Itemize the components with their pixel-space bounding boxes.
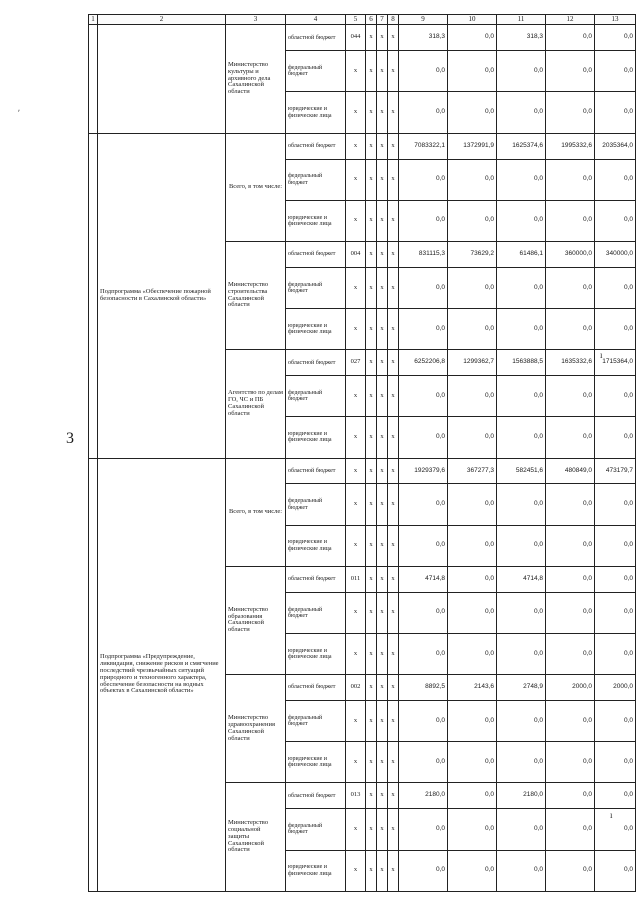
amount-cell: 0,0 (399, 592, 448, 633)
x-mark: x (366, 92, 377, 133)
amount-cell: 0,0 (448, 267, 497, 308)
x-mark: x (388, 525, 399, 566)
amount-cell: 0,0 (497, 267, 546, 308)
amount-cell: 0,0 (546, 850, 595, 891)
amount-cell: 0,0 (497, 159, 546, 200)
amount-cell: 0,0 (399, 417, 448, 458)
amount-cell: 0,0 (595, 25, 636, 51)
amount-cell: 0,0 (497, 376, 546, 417)
scan-mark: ı (610, 810, 613, 820)
funding-source: федеральный бюджет (286, 484, 346, 525)
table-row (89, 25, 636, 51)
amount-cell: 0,0 (448, 25, 497, 51)
amount-cell: 0,0 (399, 850, 448, 891)
x-mark: x (346, 376, 366, 417)
x-mark: x (377, 592, 388, 633)
row-index-cell (89, 133, 98, 458)
amount-cell: 0,0 (595, 376, 636, 417)
amount-cell: 73629,2 (448, 241, 497, 267)
amount-cell: 2180,0 (399, 783, 448, 809)
x-mark: x (377, 92, 388, 133)
x-mark: x (346, 633, 366, 674)
funding-source: областной бюджет (286, 133, 346, 159)
x-mark: x (346, 484, 366, 525)
column-number: 1 (89, 15, 98, 25)
amount-cell: 0,0 (546, 417, 595, 458)
funding-source: юридические и физические лица (286, 309, 346, 350)
x-mark: x (388, 309, 399, 350)
funding-source: юридические и физические лица (286, 92, 346, 133)
x-mark: x (377, 241, 388, 267)
program-title (98, 25, 226, 133)
amount-cell: 0,0 (399, 525, 448, 566)
amount-cell: 0,0 (448, 566, 497, 592)
x-mark: x (388, 850, 399, 891)
column-number: 5 (346, 15, 366, 25)
program-title: Подпрограмма «Обеспечение пожарной безопасности в Сахалинской области» (98, 133, 226, 458)
column-number: 9 (399, 15, 448, 25)
x-mark: x (366, 417, 377, 458)
amount-cell: 0,0 (546, 566, 595, 592)
amount-cell: 0,0 (595, 309, 636, 350)
funding-source: областной бюджет (286, 241, 346, 267)
x-mark: x (366, 159, 377, 200)
amount-cell: 0,0 (497, 633, 546, 674)
x-mark: x (366, 484, 377, 525)
x-mark: x (388, 25, 399, 51)
financing-table-wrapper (88, 14, 635, 892)
amount-cell: 0,0 (546, 92, 595, 133)
amount-cell: 0,0 (595, 92, 636, 133)
x-mark: x (346, 159, 366, 200)
x-mark: x (388, 200, 399, 241)
amount-cell: 0,0 (399, 51, 448, 92)
x-mark: x (388, 350, 399, 376)
x-mark: x (366, 133, 377, 159)
x-mark: x (366, 742, 377, 783)
amount-cell: 1929379,6 (399, 458, 448, 484)
x-mark: x (388, 566, 399, 592)
amount-cell: 0,0 (595, 159, 636, 200)
x-mark: x (388, 633, 399, 674)
amount-cell: 0,0 (595, 633, 636, 674)
x-mark: x (346, 742, 366, 783)
amount-cell: 0,0 (546, 525, 595, 566)
executor-name: Агентство по делам ГО, ЧС и ПБ Сахалинской области (226, 350, 286, 458)
scan-mark: ı (600, 350, 603, 360)
x-mark: x (377, 200, 388, 241)
amount-cell: 0,0 (595, 267, 636, 308)
amount-cell: 0,0 (595, 701, 636, 742)
amount-cell: 0,0 (595, 484, 636, 525)
amount-cell: 582451,6 (497, 458, 546, 484)
executor-name: Министерство образования Сахалинской области (226, 566, 286, 674)
x-mark: x (366, 241, 377, 267)
amount-cell: 1372991,9 (448, 133, 497, 159)
amount-cell: 0,0 (595, 525, 636, 566)
amount-cell: 2035364,0 (595, 133, 636, 159)
amount-cell: 0,0 (448, 159, 497, 200)
funding-source: федеральный бюджет (286, 159, 346, 200)
amount-cell: 0,0 (546, 809, 595, 850)
funding-source: федеральный бюджет (286, 267, 346, 308)
x-mark: x (377, 742, 388, 783)
amount-cell: 0,0 (546, 159, 595, 200)
budget-code: 013 (346, 783, 366, 809)
amount-cell: 0,0 (448, 484, 497, 525)
amount-cell: 0,0 (546, 592, 595, 633)
amount-cell: 0,0 (497, 742, 546, 783)
funding-source: федеральный бюджет (286, 376, 346, 417)
x-mark: x (377, 267, 388, 308)
x-mark: x (346, 133, 366, 159)
amount-cell: 0,0 (546, 25, 595, 51)
x-mark: x (346, 92, 366, 133)
amount-cell: 0,0 (399, 309, 448, 350)
x-mark: x (366, 376, 377, 417)
column-number: 7 (377, 15, 388, 25)
amount-cell: 0,0 (497, 809, 546, 850)
x-mark: x (346, 458, 366, 484)
amount-cell: 0,0 (448, 309, 497, 350)
x-mark: x (366, 525, 377, 566)
x-mark: x (388, 92, 399, 133)
x-mark: x (377, 850, 388, 891)
x-mark: x (366, 592, 377, 633)
x-mark: x (366, 458, 377, 484)
amount-cell: 0,0 (497, 701, 546, 742)
x-mark: x (366, 309, 377, 350)
amount-cell: 8892,5 (399, 675, 448, 701)
x-mark: x (366, 200, 377, 241)
x-mark: x (377, 350, 388, 376)
x-mark: x (388, 701, 399, 742)
amount-cell: 0,0 (497, 309, 546, 350)
table-row (89, 133, 636, 159)
amount-cell: 0,0 (595, 742, 636, 783)
amount-cell: 0,0 (399, 159, 448, 200)
budget-code: 002 (346, 675, 366, 701)
x-mark: x (366, 51, 377, 92)
amount-cell: 0,0 (595, 51, 636, 92)
column-number: 8 (388, 15, 399, 25)
x-mark: x (366, 701, 377, 742)
amount-cell: 0,0 (399, 701, 448, 742)
x-mark: x (388, 376, 399, 417)
amount-cell: 0,0 (546, 742, 595, 783)
funding-source: федеральный бюджет (286, 51, 346, 92)
x-mark: x (366, 809, 377, 850)
funding-source: федеральный бюджет (286, 701, 346, 742)
amount-cell: 1625374,6 (497, 133, 546, 159)
amount-cell: 0,0 (595, 592, 636, 633)
x-mark: x (388, 783, 399, 809)
amount-cell: 0,0 (448, 592, 497, 633)
amount-cell: 1715364,0 (595, 350, 636, 376)
column-number-row (89, 15, 636, 25)
column-number: 6 (366, 15, 377, 25)
amount-cell: 318,3 (399, 25, 448, 51)
executor-name: Министерство здравоохранения Сахалинской области (226, 675, 286, 783)
amount-cell: 2180,0 (497, 783, 546, 809)
x-mark: x (377, 675, 388, 701)
amount-cell: 0,0 (546, 484, 595, 525)
amount-cell: 473179,7 (595, 458, 636, 484)
x-mark: x (346, 850, 366, 891)
amount-cell: 0,0 (399, 376, 448, 417)
x-mark: x (346, 417, 366, 458)
funding-source: юридические и физические лица (286, 200, 346, 241)
x-mark: x (377, 701, 388, 742)
x-mark: x (346, 200, 366, 241)
amount-cell: 0,0 (448, 742, 497, 783)
amount-cell: 0,0 (448, 809, 497, 850)
x-mark: x (388, 51, 399, 92)
x-mark: x (377, 417, 388, 458)
column-number: 3 (226, 15, 286, 25)
amount-cell: 0,0 (399, 200, 448, 241)
amount-cell: 2000,0 (546, 675, 595, 701)
amount-cell: 0,0 (399, 633, 448, 674)
budget-code: 004 (346, 241, 366, 267)
amount-cell: 0,0 (448, 783, 497, 809)
x-mark: x (377, 458, 388, 484)
x-mark: x (346, 809, 366, 850)
amount-cell: 480849,0 (546, 458, 595, 484)
amount-cell: 1995332,6 (546, 133, 595, 159)
amount-cell: 0,0 (546, 376, 595, 417)
amount-cell: 2748,9 (497, 675, 546, 701)
x-mark: x (388, 592, 399, 633)
financing-table (88, 14, 636, 892)
funding-source: областной бюджет (286, 458, 346, 484)
x-mark: x (346, 51, 366, 92)
amount-cell: 1299362,7 (448, 350, 497, 376)
x-mark: x (366, 633, 377, 674)
amount-cell: 0,0 (546, 200, 595, 241)
amount-cell: 2143,6 (448, 675, 497, 701)
amount-cell: 0,0 (595, 566, 636, 592)
amount-cell: 367277,3 (448, 458, 497, 484)
amount-cell: 0,0 (497, 92, 546, 133)
executor-name: Министерство социальной защиты Сахалинской области (226, 783, 286, 892)
amount-cell: 0,0 (399, 809, 448, 850)
scan-mark: ʹ (18, 108, 20, 118)
x-mark: x (377, 783, 388, 809)
amount-cell: 0,0 (546, 51, 595, 92)
amount-cell: 831115,3 (399, 241, 448, 267)
x-mark: x (388, 417, 399, 458)
x-mark: x (377, 133, 388, 159)
page-number: 3 (66, 430, 74, 447)
funding-source: областной бюджет (286, 675, 346, 701)
amount-cell: 0,0 (497, 525, 546, 566)
funding-source: юридические и физические лица (286, 850, 346, 891)
column-number: 12 (546, 15, 595, 25)
column-number: 13 (595, 15, 636, 25)
executor-name: Всего, в том числе: (226, 458, 286, 566)
x-mark: x (388, 159, 399, 200)
x-mark: x (366, 267, 377, 308)
amount-cell: 0,0 (399, 484, 448, 525)
x-mark: x (377, 376, 388, 417)
funding-source: областной бюджет (286, 25, 346, 51)
row-index-cell (89, 25, 98, 133)
amount-cell: 0,0 (595, 783, 636, 809)
amount-cell: 0,0 (546, 701, 595, 742)
column-number: 2 (98, 15, 226, 25)
x-mark: x (366, 850, 377, 891)
amount-cell: 4714,8 (399, 566, 448, 592)
amount-cell: 0,0 (546, 783, 595, 809)
x-mark: x (377, 809, 388, 850)
funding-source: юридические и физические лица (286, 742, 346, 783)
amount-cell: 4714,8 (497, 566, 546, 592)
executor-name: Министерство культуры и архивного дела Сахалинской области (226, 25, 286, 133)
x-mark: x (346, 267, 366, 308)
amount-cell: 318,3 (497, 25, 546, 51)
amount-cell: 0,0 (497, 484, 546, 525)
amount-cell: 0,0 (448, 525, 497, 566)
amount-cell: 0,0 (497, 200, 546, 241)
x-mark: x (377, 484, 388, 525)
amount-cell: 0,0 (448, 51, 497, 92)
funding-source: юридические и физические лица (286, 633, 346, 674)
x-mark: x (366, 675, 377, 701)
amount-cell: 0,0 (546, 633, 595, 674)
amount-cell: 0,0 (595, 850, 636, 891)
x-mark: x (377, 566, 388, 592)
amount-cell: 0,0 (497, 592, 546, 633)
x-mark: x (366, 25, 377, 51)
executor-name: Всего, в том числе: (226, 133, 286, 241)
amount-cell: 0,0 (595, 809, 636, 850)
budget-code: 027 (346, 350, 366, 376)
amount-cell: 0,0 (448, 92, 497, 133)
funding-source: областной бюджет (286, 350, 346, 376)
column-number: 4 (286, 15, 346, 25)
amount-cell: 0,0 (448, 200, 497, 241)
amount-cell: 0,0 (595, 200, 636, 241)
x-mark: x (388, 742, 399, 783)
amount-cell: 0,0 (546, 309, 595, 350)
table-body (89, 25, 636, 892)
funding-source: федеральный бюджет (286, 809, 346, 850)
amount-cell: 0,0 (448, 850, 497, 891)
funding-source: юридические и физические лица (286, 417, 346, 458)
amount-cell: 0,0 (448, 376, 497, 417)
x-mark: x (377, 309, 388, 350)
amount-cell: 61486,1 (497, 241, 546, 267)
amount-cell: 1635332,6 (546, 350, 595, 376)
amount-cell: 1563888,5 (497, 350, 546, 376)
row-index-cell (89, 458, 98, 891)
amount-cell: 0,0 (595, 417, 636, 458)
x-mark: x (346, 701, 366, 742)
x-mark: x (346, 592, 366, 633)
amount-cell: 0,0 (497, 51, 546, 92)
funding-source: федеральный бюджет (286, 592, 346, 633)
executor-name: Министерство строительства Сахалинской области (226, 241, 286, 349)
funding-source: юридические и физические лица (286, 525, 346, 566)
amount-cell: 340000,0 (595, 241, 636, 267)
x-mark: x (377, 525, 388, 566)
amount-cell: 7083322,1 (399, 133, 448, 159)
amount-cell: 0,0 (399, 267, 448, 308)
x-mark: x (346, 309, 366, 350)
x-mark: x (366, 783, 377, 809)
x-mark: x (366, 350, 377, 376)
amount-cell: 0,0 (497, 417, 546, 458)
column-number: 10 (448, 15, 497, 25)
amount-cell: 0,0 (546, 267, 595, 308)
amount-cell: 6252206,8 (399, 350, 448, 376)
amount-cell: 0,0 (399, 742, 448, 783)
x-mark: x (388, 241, 399, 267)
amount-cell: 0,0 (497, 850, 546, 891)
x-mark: x (366, 566, 377, 592)
amount-cell: 2000,0 (595, 675, 636, 701)
x-mark: x (388, 458, 399, 484)
funding-source: областной бюджет (286, 783, 346, 809)
x-mark: x (388, 809, 399, 850)
program-title: Подпрограмма «Предупреждение, ликвидация, снижение рисков и смягчение последствий чрезвычайных ситуаций природного и техногенного характера, обеспечение безопасности на водных объектах в Сахалинской области» (98, 458, 226, 891)
budget-code: 011 (346, 566, 366, 592)
x-mark: x (377, 159, 388, 200)
x-mark: x (377, 25, 388, 51)
budget-code: 044 (346, 25, 366, 51)
column-number: 11 (497, 15, 546, 25)
funding-source: областной бюджет (286, 566, 346, 592)
x-mark: x (377, 51, 388, 92)
x-mark: x (388, 133, 399, 159)
amount-cell: 0,0 (448, 417, 497, 458)
table-row (89, 458, 636, 484)
x-mark: x (346, 525, 366, 566)
x-mark: x (388, 484, 399, 525)
amount-cell: 360000,0 (546, 241, 595, 267)
x-mark: x (377, 633, 388, 674)
amount-cell: 0,0 (448, 701, 497, 742)
x-mark: x (388, 675, 399, 701)
x-mark: x (388, 267, 399, 308)
amount-cell: 0,0 (448, 633, 497, 674)
amount-cell: 0,0 (399, 92, 448, 133)
